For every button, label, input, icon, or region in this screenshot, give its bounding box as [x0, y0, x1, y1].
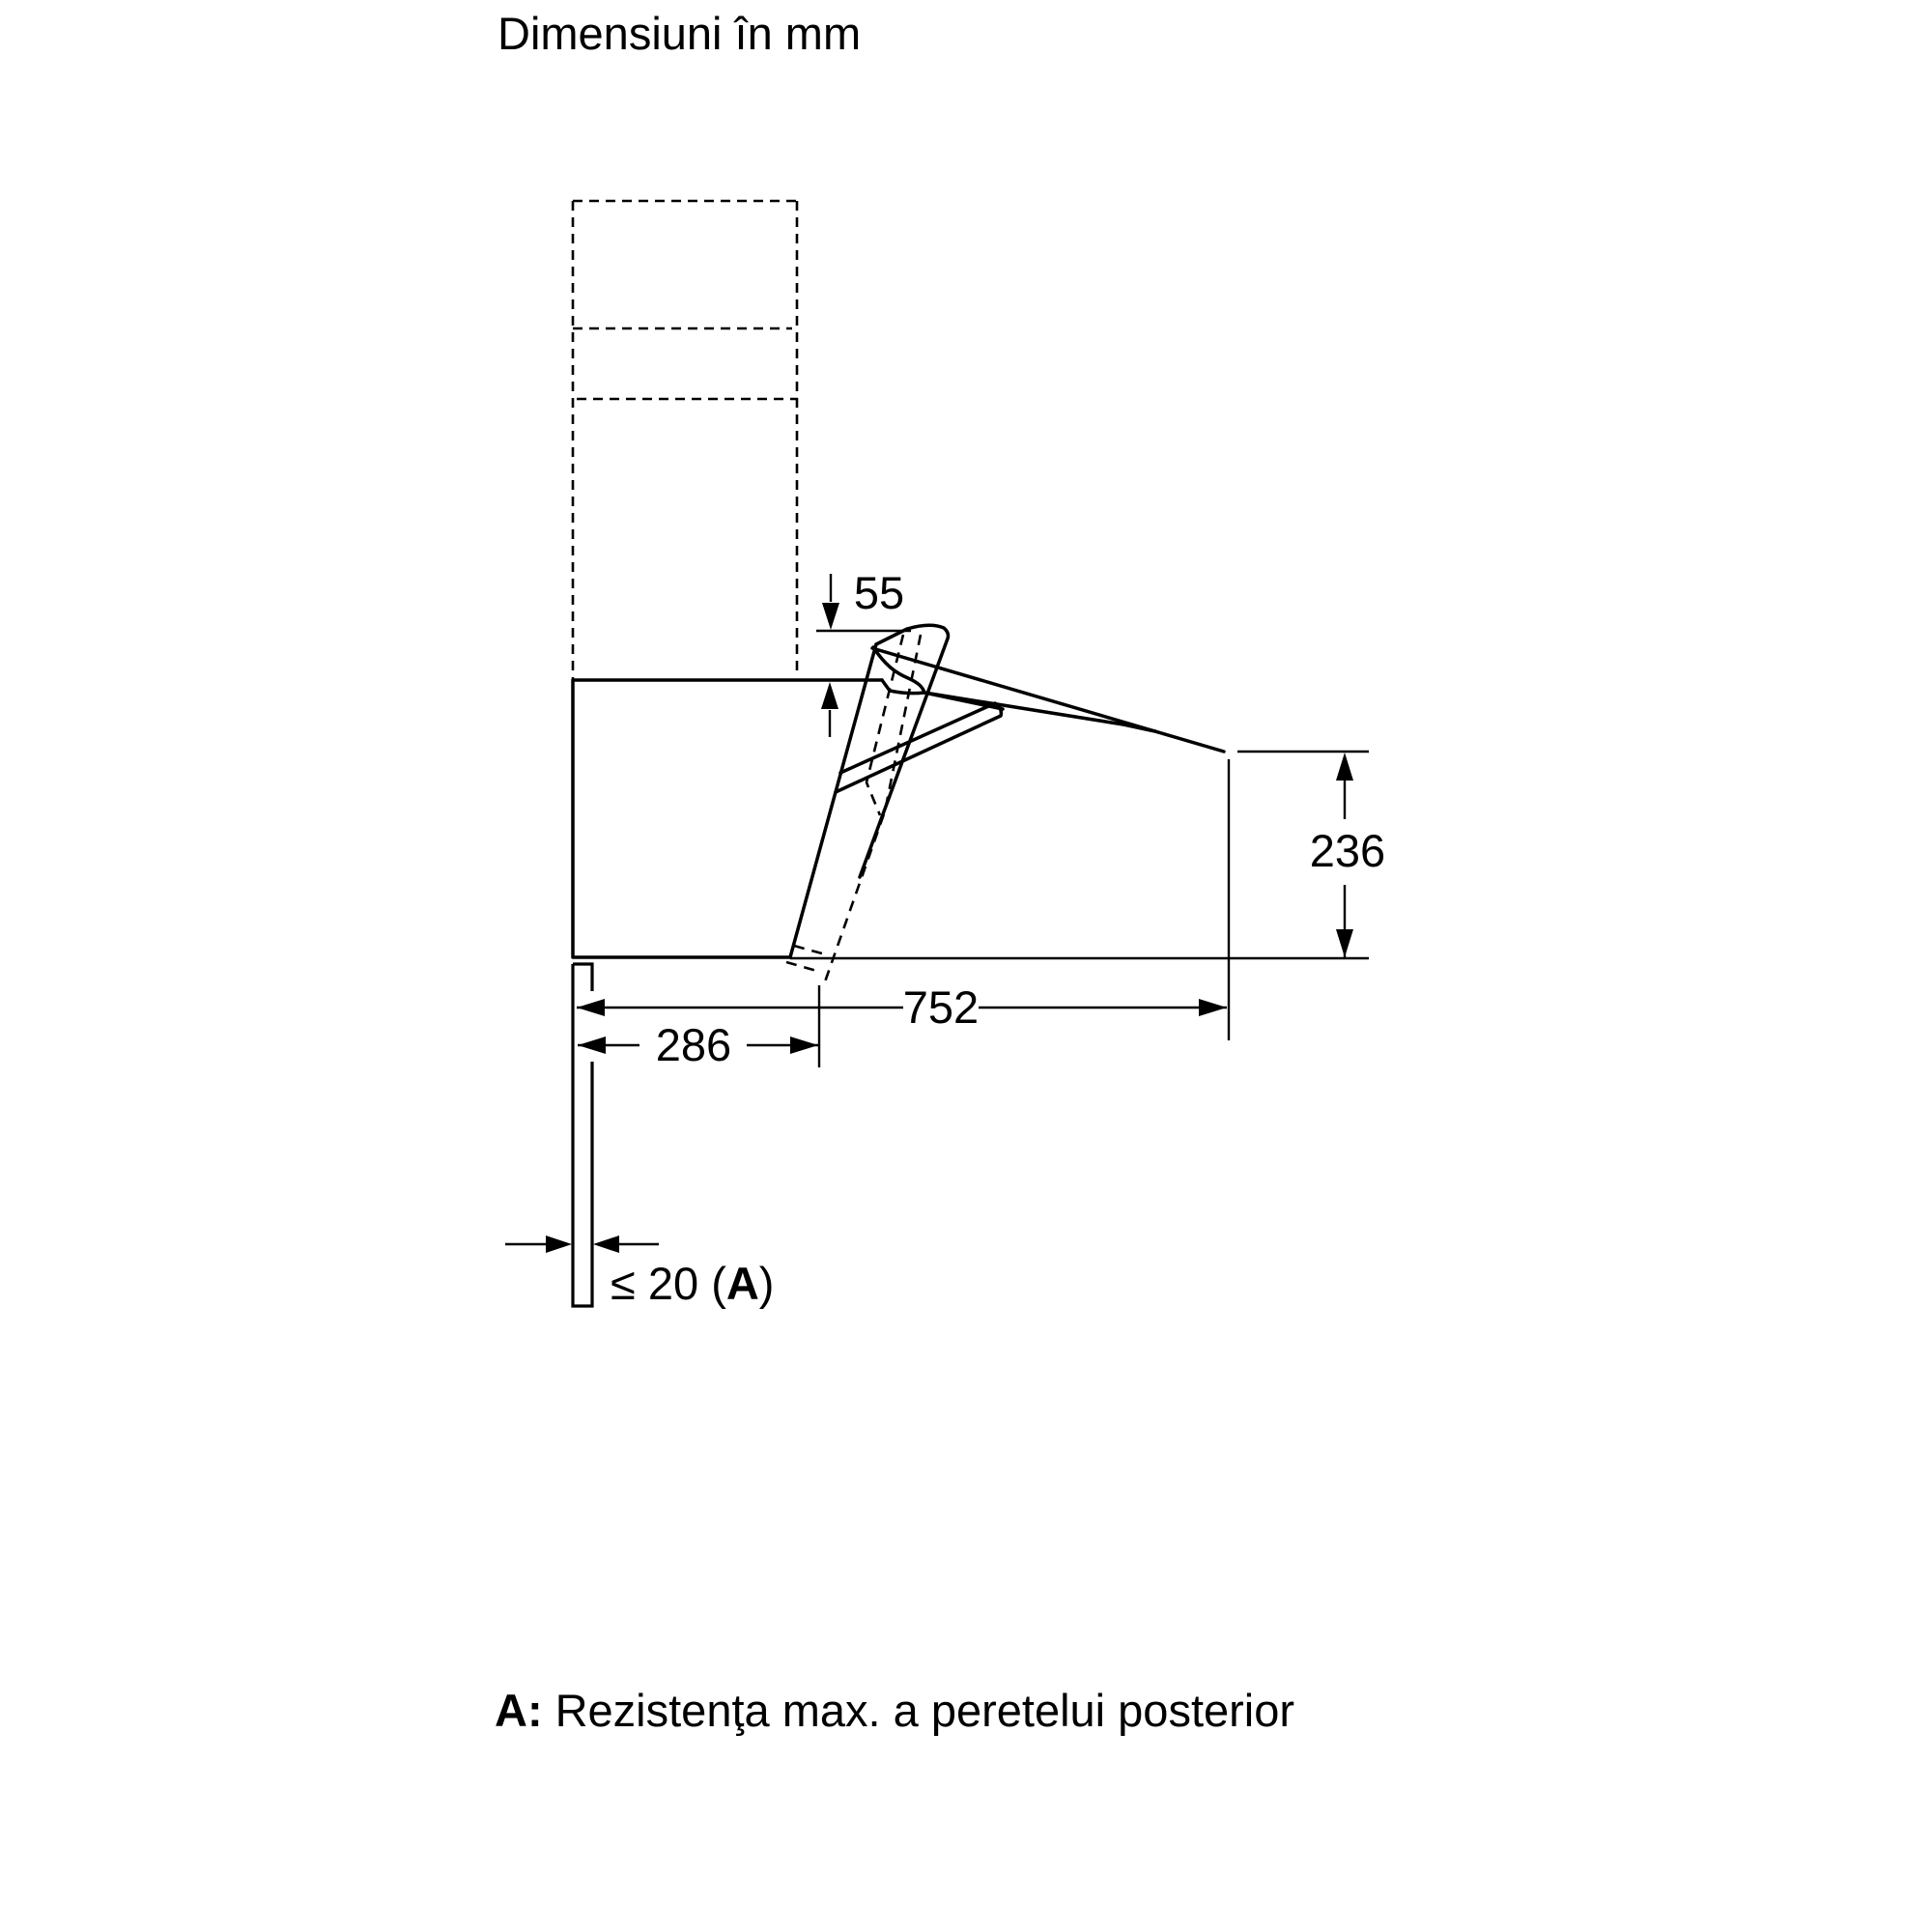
dimension-286: [578, 1019, 818, 1070]
dimension-236: [1310, 753, 1385, 957]
hood-outline: [573, 680, 882, 957]
wall-strip: [573, 964, 592, 1306]
dim-236-arrow-down: [1336, 929, 1353, 957]
hood-front-slant: [790, 644, 876, 957]
dim-20-arrow-right: [593, 1236, 619, 1253]
dim-55-arrow-down-head: [822, 603, 839, 630]
dimension-55: [816, 567, 911, 737]
door-hidden-edge-right: [823, 635, 921, 987]
door-hidden-bottom-b: [786, 962, 820, 972]
door-hidden-bottom-a: [794, 946, 829, 955]
dim-286-arrow-right: [790, 1037, 818, 1054]
footnote-label: A:: [495, 1685, 543, 1736]
dim-752-arrow-right: [1199, 999, 1227, 1016]
reference-lines: [790, 752, 1369, 1067]
dim-20-label: [611, 1258, 774, 1309]
hood-body: [573, 644, 1003, 957]
dim-752-label: 752: [902, 981, 980, 1033]
dim-286-arrow-left: [578, 1037, 606, 1054]
dim-286-label: 286: [655, 1019, 732, 1070]
wall-strip-left-bottom: [573, 964, 592, 1306]
dim-752-arrow-left: [577, 999, 605, 1016]
wall-strip-top-right: [573, 964, 592, 991]
dimension-wall-thickness: [505, 1236, 774, 1309]
dim-236-arrow-up: [1336, 753, 1353, 781]
diagram-title: Dimensiuni în mm: [497, 8, 862, 59]
dim-20-arrow-left: [546, 1236, 572, 1253]
dim-20-label-a: A: [725, 1258, 759, 1309]
footnote: [495, 1685, 1294, 1736]
dim-55-arrow-up-head: [821, 682, 838, 709]
chimney-dashed-outline: [573, 201, 798, 679]
footnote-text: Rezistenţa max. a peretelui posterior: [554, 1685, 1295, 1736]
dim-20-label-prefix: ≤ 20 (: [611, 1258, 726, 1309]
dim-236-label: 236: [1309, 825, 1386, 876]
dim-20-label-suffix: ): [758, 1258, 775, 1309]
dim-55-label: 55: [853, 567, 905, 618]
